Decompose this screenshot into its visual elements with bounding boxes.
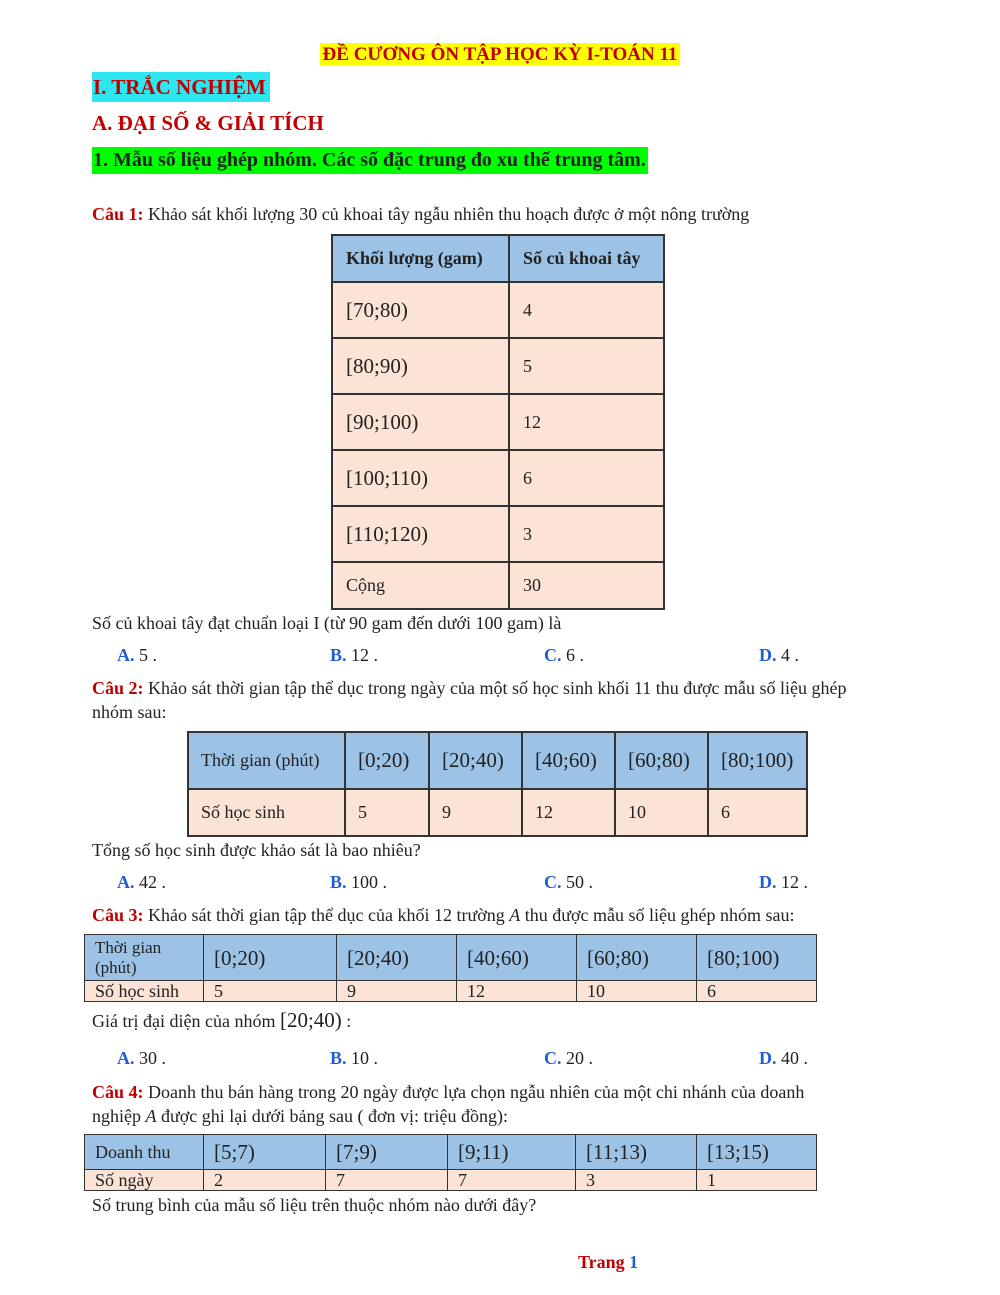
table-header: Số củ khoai tây <box>509 235 664 282</box>
table-cell: 12 <box>522 789 615 836</box>
document-title: ĐỀ CƯƠNG ÔN TẬP HỌC KỲ I-TOÁN 11 <box>0 44 1000 66</box>
table-cell: 4 <box>509 282 664 338</box>
table-cell: [100;110) <box>332 450 509 506</box>
table-cell: [80;90) <box>332 338 509 394</box>
table-cell: 5 <box>204 981 337 1002</box>
option-d[interactable]: D. 12 . <box>759 872 808 892</box>
question-2-text: Khảo sát thời gian tập thể dục trong ngày của một số học sinh khối 11 thu được mẫu số liệu ghép nhóm sau: <box>92 678 847 722</box>
table-cell: 12 <box>509 394 664 450</box>
table-cell: [60;80) <box>577 935 697 981</box>
variable-a: A <box>509 905 521 925</box>
interval: [20;40) <box>279 1008 342 1032</box>
table-cell: 6 <box>708 789 807 836</box>
table-header: Khối lượng (gam) <box>332 235 509 282</box>
option-b[interactable]: B. 12 . <box>330 645 379 665</box>
table-cell: Cộng <box>332 562 509 609</box>
table-cell: Số ngày <box>85 1170 204 1191</box>
table-cell: 9 <box>337 981 457 1002</box>
question-3-table <box>84 934 817 1002</box>
table-cell: [11;13) <box>576 1135 697 1170</box>
option-d[interactable]: D. 4 . <box>759 645 799 665</box>
table-cell: 1 <box>697 1170 817 1191</box>
table-cell: [70;80) <box>332 282 509 338</box>
table-cell: Số học sinh <box>85 981 204 1002</box>
section-heading-dai-so: A. ĐẠI SỐ & GIẢI TÍCH <box>92 111 324 135</box>
table-cell: [60;80) <box>615 732 708 789</box>
table-cell: 9 <box>429 789 522 836</box>
question-4-table <box>84 1134 817 1191</box>
question-1-label: Câu 1: <box>92 204 144 224</box>
table-cell: 3 <box>576 1170 697 1191</box>
table-cell: 12 <box>457 981 577 1002</box>
table-cell: [90;100) <box>332 394 509 450</box>
option-a[interactable]: A. 5 . <box>117 645 157 665</box>
table-cell: [20;40) <box>337 935 457 981</box>
table-cell: [110;120) <box>332 506 509 562</box>
question-1-prompt: Số củ khoai tây đạt chuẩn loại I (từ 90 gam đến dưới 100 gam) là <box>92 613 562 633</box>
table-cell: [5;7) <box>204 1135 326 1170</box>
question-3-stem: Câu 3: Khảo sát thời gian tập thể dục của khối 12 trường A thu được mẫu số liệu ghép nhóm sau: <box>92 905 795 925</box>
variable-a: A <box>145 1106 157 1126</box>
table-cell: [13;15) <box>697 1135 817 1170</box>
table-cell: 6 <box>509 450 664 506</box>
option-b[interactable]: B. 100 . <box>330 872 388 892</box>
table-cell: 3 <box>509 506 664 562</box>
option-a[interactable]: A. 42 . <box>117 872 166 892</box>
option-b[interactable]: B. 10 . <box>330 1048 379 1068</box>
table-cell: [80;100) <box>708 732 807 789</box>
table-cell: [0;20) <box>204 935 337 981</box>
table-cell: 7 <box>448 1170 576 1191</box>
table-cell: 6 <box>697 981 817 1002</box>
table-cell: 30 <box>509 562 664 609</box>
question-1-text: Khảo sát khối lượng 30 củ khoai tây ngẫu nhiên thu hoạch được ở một nông trường <box>148 204 750 224</box>
table-cell: 5 <box>509 338 664 394</box>
option-d[interactable]: D. 40 . <box>759 1048 808 1068</box>
question-2-table <box>187 731 808 837</box>
question-1-table <box>331 234 665 610</box>
topic-heading: 1. Mẫu số liệu ghép nhóm. Các số đặc trung đo xu thế trung tâm. <box>92 147 648 174</box>
table-cell: Thời gian (phút) <box>188 732 345 789</box>
question-3-text: Khảo sát thời gian tập thể dục của khối 12 trường <box>148 905 505 925</box>
page-number: 1 <box>629 1252 639 1272</box>
table-cell: Số học sinh <box>188 789 345 836</box>
question-2-prompt: Tổng số học sinh được khảo sát là bao nhiêu? <box>92 840 421 860</box>
question-1-stem <box>92 202 892 226</box>
section-heading-trac-nghiem: I. TRẮC NGHIỆM <box>92 72 270 102</box>
question-4-prompt: Số trung bình của mẫu số liệu trên thuộc nhóm nào dưới đây? <box>92 1195 537 1215</box>
option-a[interactable]: A. 30 . <box>117 1048 166 1068</box>
table-cell: [40;60) <box>522 732 615 789</box>
table-cell: Thời gian (phút) <box>85 935 204 981</box>
table-cell: Doanh thu <box>85 1135 204 1170</box>
question-3-prompt: Giá trị đại diện của nhóm [20;40) : <box>92 1008 352 1032</box>
option-c[interactable]: C. 50 . <box>544 872 593 892</box>
table-cell: 10 <box>615 789 708 836</box>
table-cell: [0;20) <box>345 732 429 789</box>
table-cell: [7;9) <box>326 1135 448 1170</box>
table-cell: [80;100) <box>697 935 817 981</box>
question-2-stem <box>92 676 882 724</box>
table-cell: 7 <box>326 1170 448 1191</box>
table-cell: 2 <box>204 1170 326 1191</box>
question-3-label: Câu 3: <box>92 905 144 925</box>
option-c[interactable]: C. 20 . <box>544 1048 593 1068</box>
option-c[interactable]: C. 6 . <box>544 645 584 665</box>
page-footer: Trang 1 <box>578 1252 639 1272</box>
question-2-label: Câu 2: <box>92 678 144 698</box>
table-cell: [40;60) <box>457 935 577 981</box>
question-4-stem: Câu 4: Doanh thu bán hàng trong 20 ngày được lựa chọn ngẫu nhiên của một chi nhánh của doanh nghiệp A được ghi lại dưới bảng sau ( đơn vị: triệu đồng): <box>92 1082 805 1126</box>
table-cell: 5 <box>345 789 429 836</box>
question-4-label: Câu 4: <box>92 1082 144 1102</box>
table-cell: 10 <box>577 981 697 1002</box>
table-cell: [9;11) <box>448 1135 576 1170</box>
table-cell: [20;40) <box>429 732 522 789</box>
